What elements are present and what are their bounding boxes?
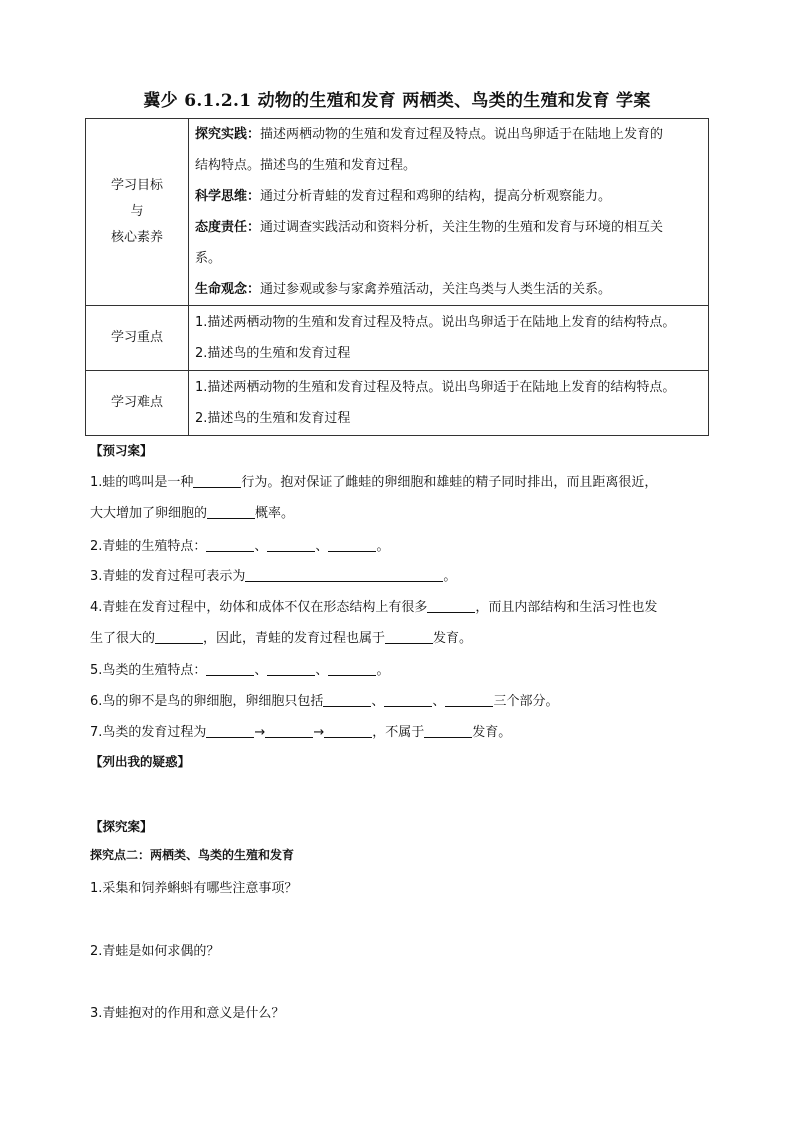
q1-blank-2[interactable]: [207, 504, 255, 519]
q5-blank-2[interactable]: [267, 661, 315, 676]
q5-blank-1[interactable]: [206, 661, 254, 676]
goals-content: [189, 119, 709, 306]
q6-blank-1[interactable]: [323, 692, 371, 707]
difficulties-label: 学习难点: [86, 371, 189, 436]
q4-blank-2[interactable]: [155, 629, 203, 644]
q4-text-b: ，而且内部结构和生活习性也发: [475, 600, 658, 615]
q4-blank-1[interactable]: [427, 598, 475, 613]
preview-q4-line2: [90, 627, 472, 646]
q2-blank-2[interactable]: [267, 537, 315, 552]
q7-arrow-1: →: [254, 725, 266, 740]
goal-life-text: 通过参观或参与家禽养殖活动，关注鸟类与人类生活的关系。: [260, 282, 612, 297]
q4-text-a: 4.青蛙在发育过程中，幼体和成体不仅在形态结构上有很多: [90, 600, 428, 615]
q7-text-a: 7.鸟类的发育过程为: [90, 725, 207, 740]
goal-practice-cont: 结构特点。描述鸟的生殖和发育过程。: [195, 158, 417, 173]
q4-text-c: 生了很大的: [90, 631, 156, 646]
goals-label-line2: 与: [130, 204, 144, 219]
q2-blank-3[interactable]: [328, 537, 376, 552]
q7-blank-3[interactable]: [324, 723, 372, 738]
goal-life-head: 生命观念：: [195, 282, 261, 297]
q2-end: 。: [376, 539, 390, 554]
explore-q2: 2.青蛙是如何求偶的？: [90, 944, 220, 959]
q6-text-a: 6.鸟的卵不是鸟的卵细胞，卵细胞只包括: [90, 694, 324, 709]
q2-sep-1: 、: [254, 539, 268, 554]
q4-text-e: 发育。: [433, 631, 473, 646]
goals-label: [86, 119, 189, 306]
goal-practice: [195, 119, 702, 150]
key-point-2: 2.描述鸟的生殖和发育过程: [195, 346, 351, 361]
explore-heading: 【探究案】: [90, 819, 153, 834]
difficulty-2: 2.描述鸟的生殖和发育过程: [195, 411, 351, 426]
goals-label-line3: 核心素养: [110, 230, 163, 245]
q4-text-d: ，因此，青蛙的发育过程也属于: [203, 631, 386, 646]
key-point-1: 1.描述两栖动物的生殖和发育过程及特点。说出鸟卵适于在陆地上发育的结构特点。: [195, 315, 676, 330]
explore-q3: 3.青蛙抱对的作用和意义是什么？: [90, 1006, 285, 1021]
q7-blank-1[interactable]: [206, 723, 254, 738]
q6-sep-2: 、: [432, 694, 446, 709]
q1-text-c: 大大增加了卵细胞的: [90, 506, 208, 521]
q1-text-a: 1.蛙的鸣叫是一种: [90, 475, 194, 490]
preview-q1-line1: [90, 471, 657, 490]
q7-arrow-2: →: [313, 725, 325, 740]
preview-q1-line2: [90, 502, 294, 521]
q5-text-a: 5.鸟类的生殖特点：: [90, 663, 207, 678]
q1-blank-1[interactable]: [193, 473, 241, 488]
doubts-heading: 【列出我的疑惑】: [90, 754, 191, 769]
goal-attitude: [195, 212, 702, 243]
preview-q3: [90, 565, 456, 584]
difficulty-1: 1.描述两栖动物的生殖和发育过程及特点。说出鸟卵适于在陆地上发育的结构特点。: [195, 380, 676, 395]
q3-end: 。: [443, 569, 457, 584]
preview-q4-line1: [90, 596, 657, 615]
q5-sep-2: 、: [315, 663, 329, 678]
q2-blank-1[interactable]: [206, 537, 254, 552]
q6-blank-2[interactable]: [384, 692, 432, 707]
q3-blank[interactable]: [245, 567, 443, 582]
preview-q6: [90, 690, 558, 709]
q7-text-b: ，不属于: [372, 725, 425, 740]
key-points-label: 学习重点: [86, 306, 189, 371]
q3-text-a: 3.青蛙的发育过程可表示为: [90, 569, 246, 584]
table-row-difficulties: [86, 371, 709, 436]
goal-attitude-line1: 通过调查实践活动和资料分析，关注生物的生殖和发育与环境的相互关: [260, 220, 664, 235]
q6-sep-1: 、: [371, 694, 385, 709]
q2-text-a: 2.青蛙的生殖特点：: [90, 539, 207, 554]
explore-q1: 1.采集和饲养蝌蚪有哪些注意事项？: [90, 881, 298, 896]
q4-blank-3[interactable]: [385, 629, 433, 644]
q1-text-d: 概率。: [255, 506, 295, 521]
key-points-content: [189, 306, 709, 371]
q7-blank-4[interactable]: [424, 723, 472, 738]
goal-thinking-text: 通过分析青蛙的发育过程和鸡卵的结构，提高分析观察能力。: [260, 189, 612, 204]
page-title: 冀少 6.1.2.1 动物的生殖和发育 两栖类、鸟类的生殖和发育 学案: [143, 91, 651, 111]
goal-thinking: [195, 181, 702, 212]
goals-label-line1: 学习目标: [110, 178, 163, 193]
goal-thinking-head: 科学思维：: [195, 189, 261, 204]
difficulties-content: [189, 371, 709, 436]
learning-info-table: [85, 118, 709, 436]
preview-q2: [90, 535, 389, 554]
table-row-goals: [86, 119, 709, 306]
goal-practice-head: 探究实践：: [195, 127, 261, 142]
goal-attitude-cont: 系。: [195, 251, 222, 266]
goal-practice-line1: 描述两栖动物的生殖和发育过程及特点。说出鸟卵适于在陆地上发育的: [260, 127, 664, 142]
table-row-key-points: [86, 306, 709, 371]
q7-blank-2[interactable]: [265, 723, 313, 738]
goal-life: [195, 274, 702, 305]
q6-text-b: 三个部分。: [493, 694, 559, 709]
q2-sep-2: 、: [315, 539, 329, 554]
preview-q5: [90, 659, 389, 678]
preview-q7: [90, 721, 511, 740]
q5-end: 。: [376, 663, 390, 678]
q5-sep-1: 、: [254, 663, 268, 678]
goal-attitude-head: 态度责任：: [195, 220, 261, 235]
explore-point-heading: 探究点二：两栖类、鸟类的生殖和发育: [90, 848, 295, 862]
q7-text-c: 发育。: [472, 725, 512, 740]
q5-blank-3[interactable]: [328, 661, 376, 676]
q1-text-b: 行为。抱对保证了雌蛙的卵细胞和雄蛙的精子同时排出，而且距离很近，: [241, 475, 658, 490]
preview-heading: 【预习案】: [90, 443, 153, 458]
q6-blank-3[interactable]: [445, 692, 493, 707]
